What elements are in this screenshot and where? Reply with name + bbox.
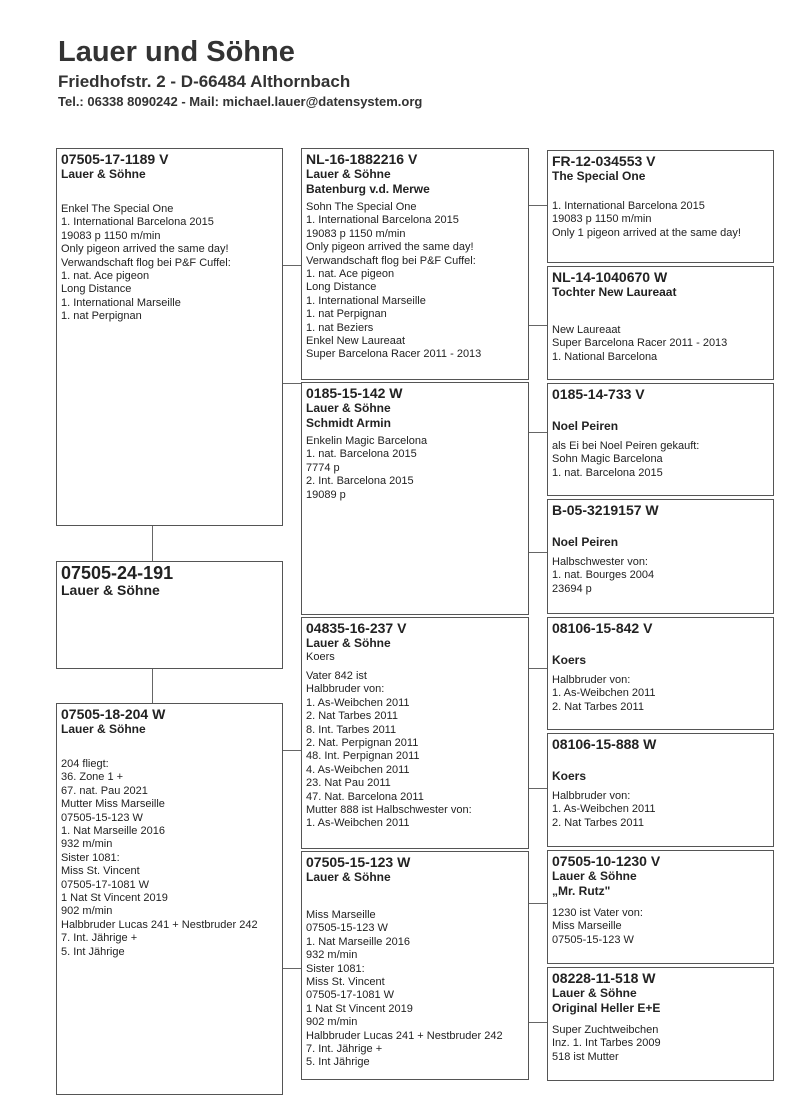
fmm-owner: Noel Peiren xyxy=(552,535,619,549)
fmf-info: als Ei bei Noel Peiren gekauft: Sohn Magic Barcelona 1. nat. Barcelona 2015 xyxy=(552,440,700,479)
maternal-grandmother-card xyxy=(301,851,529,1080)
mff-info: Halbbruder von: 1. As-Weibchen 2011 2. Nat Tarbes 2011 xyxy=(552,674,656,713)
paternal-grandfather-card xyxy=(301,148,529,380)
mother-info: 204 fliegt: 36. Zone 1 + 67. nat. Pau 2021 Mutter Miss Marseille 07505-15-123 W 1. Nat Marseille 2016 932 m/min Sister 1081: Miss St. Vincent 07505-17-1081 W 1 Nat St Vincent 2019 902 m/min Halbbruder Lucas 241 + Nestbruder 242 7. Int. Jährige + 5. Int Jährige xyxy=(61,758,258,958)
fmm-ring: B-05-3219157 W xyxy=(552,502,659,518)
mgm-ring: 07505-15-123 W xyxy=(306,854,411,870)
fmm-info: Halbschwester von: 1. nat. Bourges 2004 23694 p xyxy=(552,556,655,595)
mmf-name: „Mr. Rutz" xyxy=(552,884,611,898)
connector-line xyxy=(152,669,153,703)
mgm-info: Miss Marseille 07505-15-123 W 1. Nat Marseille 2016 932 m/min Sister 1081: Miss St. Vincent 07505-17-1081 W 1 Nat St Vincent 2019 902 m/min Halbbruder Lucas 241 + Nestbruder 242 7. Int. Jährige + 5. Int Jährige xyxy=(306,909,503,1069)
connector-line xyxy=(283,265,301,266)
mgm-owner: Lauer & Söhne xyxy=(306,870,391,884)
mmm-info: Super Zuchtweibchen Inz. 1. Int Tarbes 2009 518 ist Mutter xyxy=(552,1024,661,1063)
fmf-ring: 0185-14-733 V xyxy=(552,386,645,402)
mff-owner: Koers xyxy=(552,653,587,667)
connector-line xyxy=(529,552,547,553)
ggp-fff-card xyxy=(547,150,774,263)
maternal-grandfather-card xyxy=(301,617,529,849)
ffm-info: New Laureaat Super Barcelona Racer 2011 - 2013 1. National Barcelona xyxy=(552,324,728,363)
father-info: Enkel The Special One 1. International Barcelona 2015 19083 p 1150 m/min Only pigeon arrived the same day! Verwandschaft flog bei P&F Cuffel: 1. nat. Ace pigeon Long Distance 1. International Marseille 1. nat Perpignan xyxy=(61,203,231,323)
fff-ring: FR-12-034553 V xyxy=(552,153,656,169)
pgm-info: Enkelin Magic Barcelona 1. nat. Barcelona 2015 7774 p 2. Int. Barcelona 2015 19089 p xyxy=(306,435,428,501)
ffm-owner: Tochter New Laureaat xyxy=(552,285,677,299)
ggp-mff-card xyxy=(547,617,774,730)
ggp-fmm-card xyxy=(547,499,774,614)
pgf-breeder: Batenburg v.d. Merwe xyxy=(306,182,430,196)
mgf-owner: Lauer & Söhne xyxy=(306,636,391,650)
ffm-ring: NL-14-1040670 W xyxy=(552,269,668,285)
mmf-info: 1230 ist Vater von: Miss Marseille 07505-15-123 W xyxy=(552,907,643,946)
paternal-grandmother-card xyxy=(301,382,529,615)
mgf-info: Vater 842 ist Halbbruder von: 1. As-Weibchen 2011 2. Nat Tarbes 2011 8. Int. Tarbes 2011 2. Nat. Perpignan 2011 48. Int. Perpignan 2011 4. As-Weibchen 2011 23. Nat Pau 2011 47. Nat. Barcelona 2011 Mutter 888 ist Halbschwester von: 1. As-Weibchen 2011 xyxy=(306,670,472,830)
connector-line xyxy=(529,668,547,669)
connector-line xyxy=(283,383,301,384)
mgf-ring: 04835-16-237 V xyxy=(306,620,407,636)
connector-line xyxy=(529,432,547,433)
pgf-info: Sohn The Special One 1. International Barcelona 2015 19083 p 1150 m/min Only pigeon arrived the same day! Verwandschaft flog bei P&F Cuffel: 1. nat. Ace pigeon Long Distance 1. International Marseille 1. nat Perpignan 1. nat Beziers Enkel New Laureaat Super Barcelona Racer 2011 - 2013 xyxy=(306,201,482,361)
connector-line xyxy=(529,788,547,789)
contact-line: Tel.: 06338 8090242 - Mail: michael.lauer@datensystem.org xyxy=(58,94,423,109)
mother-card xyxy=(56,703,283,1095)
subject-ring: 07505-24-191 xyxy=(61,563,174,583)
mmf-owner: Lauer & Söhne xyxy=(552,869,637,883)
connector-line xyxy=(152,526,153,561)
pgm-ring: 0185-15-142 W xyxy=(306,385,403,401)
subject-owner: Lauer & Söhne xyxy=(61,582,160,598)
mfm-info: Halbbruder von: 1. As-Weibchen 2011 2. Nat Tarbes 2011 xyxy=(552,790,656,829)
father-owner: Lauer & Söhne xyxy=(61,167,146,181)
ggp-ffm-card xyxy=(547,266,774,380)
connector-line xyxy=(529,205,547,206)
mff-ring: 08106-15-842 V xyxy=(552,620,653,636)
subject-card xyxy=(56,561,283,669)
pgm-breeder: Schmidt Armin xyxy=(306,416,391,430)
page-title: Lauer und Söhne xyxy=(58,36,295,68)
ggp-mmm-card xyxy=(547,967,774,1081)
mother-owner: Lauer & Söhne xyxy=(61,722,146,736)
fff-info: 1. International Barcelona 2015 19083 p 1150 m/min Only 1 pigeon arrived at the same day! xyxy=(552,200,741,239)
fmf-owner: Noel Peiren xyxy=(552,419,619,433)
father-ring: 07505-17-1189 V xyxy=(61,151,169,167)
connector-line xyxy=(283,968,301,969)
mmf-ring: 07505-10-1230 V xyxy=(552,853,661,869)
ggp-mfm-card xyxy=(547,733,774,847)
connector-line xyxy=(283,750,301,751)
mmm-ring: 08228-11-518 W xyxy=(552,970,656,986)
pgf-owner: Lauer & Söhne xyxy=(306,167,391,181)
mgf-breeder: Koers xyxy=(306,651,335,663)
ggp-mmf-card xyxy=(547,850,774,964)
mmm-owner: Lauer & Söhne xyxy=(552,986,637,1000)
connector-line xyxy=(529,325,547,326)
fff-owner: The Special One xyxy=(552,169,646,183)
address: Friedhofstr. 2 - D-66484 Althornbach xyxy=(58,72,351,91)
connector-line xyxy=(529,1022,547,1023)
pgf-ring: NL-16-1882216 V xyxy=(306,151,418,167)
mmm-name: Original Heller E+E xyxy=(552,1001,661,1015)
father-card xyxy=(56,148,283,526)
ggp-fmf-card xyxy=(547,383,774,496)
pgm-owner: Lauer & Söhne xyxy=(306,401,391,415)
connector-line xyxy=(529,903,547,904)
mother-ring: 07505-18-204 W xyxy=(61,706,166,722)
mfm-ring: 08106-15-888 W xyxy=(552,736,657,752)
mfm-owner: Koers xyxy=(552,769,587,783)
